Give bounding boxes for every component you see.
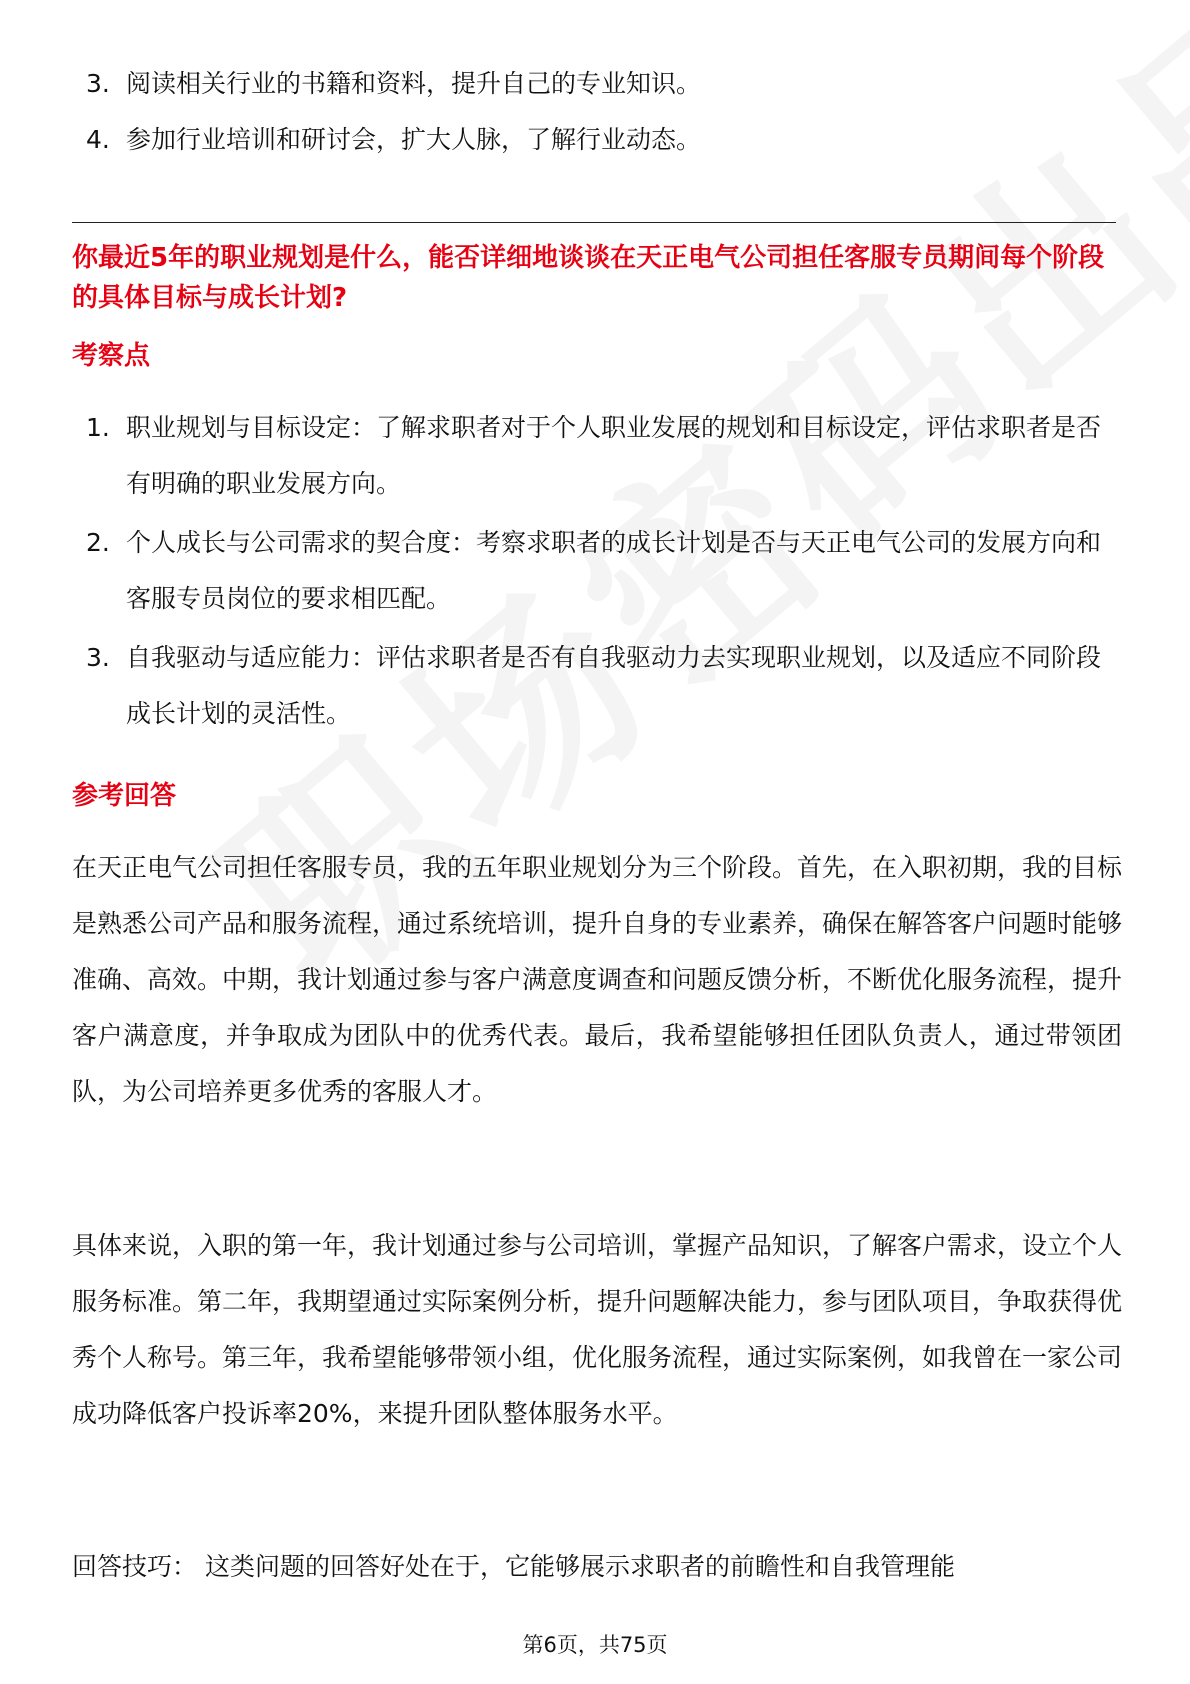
question-heading: 你最近5年的职业规划是什么，能否详细地谈谈在天正电气公司担任客服专员期间每个阶段的具体目标与成长计划? [72,243,1105,313]
list-item-text: 参加行业培训和研讨会，扩大人脉，了解行业动态。 [126,125,702,154]
list-item [86,630,1116,742]
examine-points-list [86,400,1116,745]
list-item-text: 个人成长与公司需求的契合度：考察求职者的成长计划是否与天正电气公司的发展方向和客服专员岗位的要求相匹配。 [126,528,1102,613]
list-item-text: 职业规划与目标设定：了解求职者对于个人职业发展的规划和目标设定，评估求职者是否有明确的职业发展方向。 [126,413,1102,498]
list-item [86,112,1116,168]
list-item [86,515,1116,627]
list-item-text: 阅读相关行业的书籍和资料，提升自己的专业知识。 [126,69,702,98]
continued-list [86,56,1116,168]
page-footer: 第6页，共75页 [522,1633,668,1657]
list-item [86,56,1116,112]
answer-paragraph: 具体来说，入职的第一年，我计划通过参与公司培训，掌握产品知识，了解客户需求，设立个人服务标准。第二年，我期望通过实际案例分析，提升问题解决能力，参与团队项目，争取获得优秀个人称号。第三年，我希望能够带领小组，优化服务流程，通过实际案例，如我曾在一家公司成功降低客户投诉率20%，来提升团队整体服务水平。 [72,1231,1123,1428]
section-divider [72,222,1116,223]
list-item-number: 1. [86,413,110,442]
list-item-text: 自我驱动与适应能力：评估求职者是否有自我驱动力去实现职业规划，以及适应不同阶段成长计划的灵活性。 [126,643,1102,728]
section-title-answer: 参考回答 [72,781,177,811]
section-title-examine: 考察点 [72,341,151,371]
answer-paragraph: 在天正电气公司担任客服专员，我的五年职业规划分为三个阶段。首先，在入职初期，我的目标是熟悉公司产品和服务流程，通过系统培训，提升自身的专业素养，确保在解答客户问题时能够准确、高效。中期，我计划通过参与客户满意度调查和问题反馈分析，不断优化服务流程，提升客户满意度，并争取成为团队中的优秀代表。最后，我希望能够担任团队负责人，通过带领团队，为公司培养更多优秀的客服人才。 [72,853,1123,1106]
list-item [86,400,1116,512]
answer-tips-paragraph: 回答技巧： 这类问题的回答好处在于，它能够展示求职者的前瞻性和自我管理能 [72,1552,955,1581]
list-item-number: 3. [86,69,110,98]
list-item-number: 3. [86,643,110,672]
list-item-number: 2. [86,528,110,557]
list-item-number: 4. [86,125,110,154]
